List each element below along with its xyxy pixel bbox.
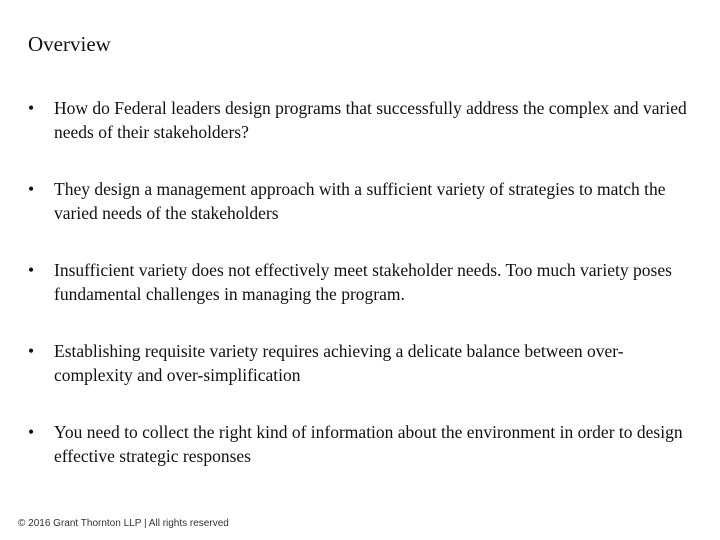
bullet-item bbox=[28, 339, 700, 387]
bullet-item bbox=[28, 258, 700, 306]
footer-copyright: © 2016 Grant Thornton LLP | All rights reserved bbox=[18, 518, 229, 529]
bullet-icon: • bbox=[28, 179, 35, 199]
bullet-text: You need to collect the right kind of information about the environment in order to design effective strategic responses bbox=[54, 422, 683, 466]
bullet-item bbox=[28, 420, 700, 468]
bullet-icon: • bbox=[28, 260, 35, 280]
bullet-list bbox=[28, 96, 700, 468]
bullet-text: How do Federal leaders design programs that successfully address the complex and varied needs of their stakeholders? bbox=[54, 98, 687, 142]
bullet-text: Insufficient variety does not effectively meet stakeholder needs. Too much variety poses fundamental challenges in managing the program. bbox=[54, 260, 672, 304]
bullet-item bbox=[28, 96, 700, 144]
bullet-text: They design a management approach with a sufficient variety of strategies to match the varied needs of the stakeholders bbox=[54, 179, 666, 223]
bullet-icon: • bbox=[28, 341, 35, 361]
slide-title: Overview bbox=[28, 32, 111, 56]
bullet-icon: • bbox=[28, 98, 35, 118]
bullet-text: Establishing requisite variety requires achieving a delicate balance between over-complexity and over-simplification bbox=[54, 341, 624, 385]
bullet-icon: • bbox=[28, 422, 35, 442]
bullet-item bbox=[28, 177, 700, 225]
